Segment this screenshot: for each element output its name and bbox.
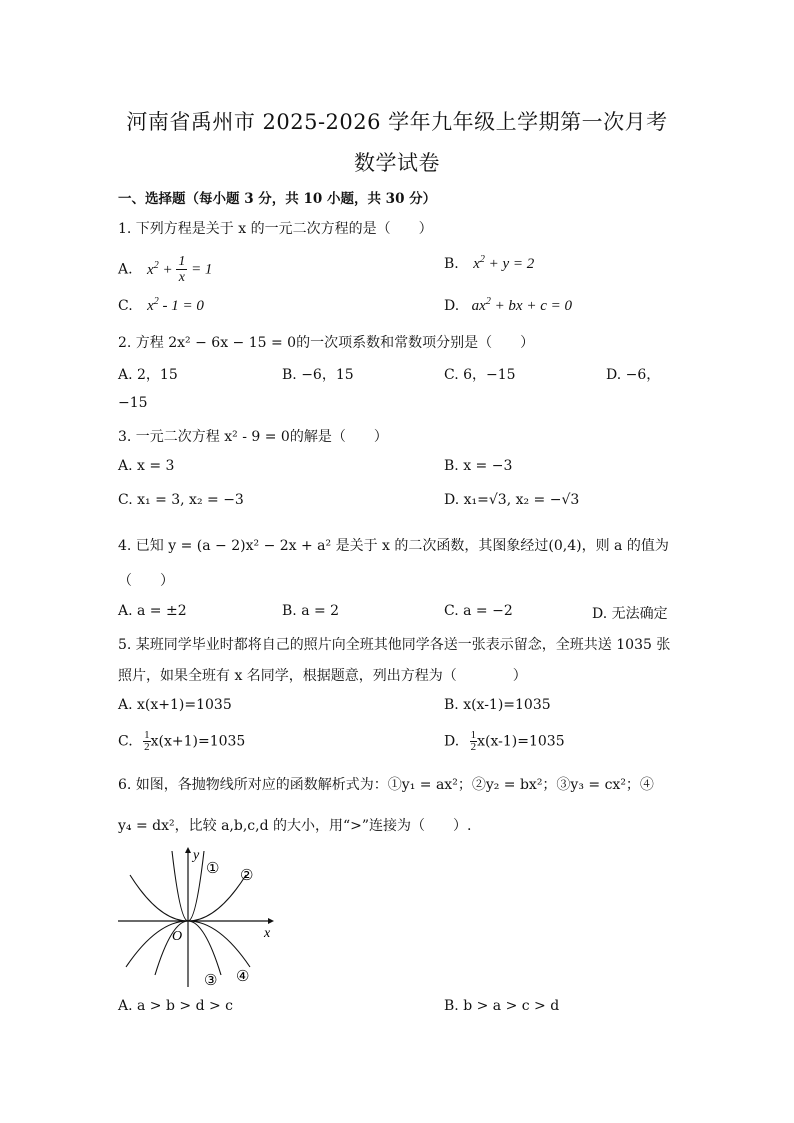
q1-option-a: A. $x^2$ + $\frac{1}{x}$ = 1: [118, 254, 213, 285]
y-axis-arrow: [185, 847, 191, 853]
q6-option-b: B. b > a > c > d: [444, 998, 560, 1014]
q5-stem-cont: 照片，如果全班有 x 名同学，根据题意，列出方程为（ ）: [118, 668, 527, 684]
q5-stem: 5. 某班同学毕业时都将自己的照片向全班其他同学各送一张表示留念，全班共送 1035 张: [118, 637, 671, 653]
q1-a-fraction: $\frac{1}{x}$: [178, 254, 186, 285]
q5-d-label: D.: [444, 733, 460, 750]
q1-stem: 1. 下列方程是关于 x 的一元二次方程的是（ ）: [118, 221, 433, 237]
q5-d-expr: x(x-1)=1035: [477, 733, 565, 750]
q5-option-c: [118, 730, 245, 753]
q2-option-d-cont: −15: [118, 395, 148, 411]
x-axis-arrow: [268, 918, 274, 924]
q3-option-a: A. x = 3: [118, 458, 175, 474]
q5-option-d: [444, 730, 565, 753]
q1-a-label: A.: [118, 261, 133, 278]
q6-stem: 6. 如图，各抛物线所对应的函数解析式为：①y₁ = ax²；②y₂ = bx²；③y₃ = cx²；④: [118, 777, 654, 793]
q5-option-a: A. x(x+1)=1035: [118, 697, 232, 713]
q1-option-c: C. $x^2 - 1 = 0$: [118, 296, 204, 314]
q1-option-b: B. $x^2 + y = 2$: [444, 254, 535, 272]
q5-option-b: B. x(x-1)=1035: [444, 697, 551, 713]
q1-option-d: D. $ax^2$ + bx + c = 0: [444, 296, 572, 314]
q3-option-b: B. x = −3: [444, 458, 513, 474]
q1-b-label: B.: [444, 256, 459, 272]
q3-stem: 3. 一元二次方程 x² - 9 = 0的解是（ ）: [118, 429, 388, 445]
q2-option-d: D. −6，: [606, 367, 661, 383]
q1-c-label: C.: [118, 298, 133, 314]
q3-option-d: D. x₁=√3, x₂ = −√3: [444, 492, 580, 508]
page-subtitle: 数学试卷: [354, 151, 440, 175]
q5-d-half: $\frac{1}{2}$: [470, 729, 477, 753]
q4-stem-cont: （ ）: [118, 573, 174, 589]
page-title: 河南省禹州市 2025-2026 学年九年级上学期第一次月考: [126, 110, 668, 134]
parabola-2-label: ②: [240, 866, 254, 884]
parabola-1-label: ①: [206, 859, 220, 877]
q2-option-b: B. −6，15: [282, 367, 354, 383]
y-axis-label: y: [193, 848, 200, 863]
origin-label: O: [172, 929, 183, 944]
parabola-figure: [118, 845, 288, 990]
q2-stem: 2. 方程 2x² − 6x − 15 = 0的一次项系数和常数项分别是（ ）: [118, 335, 535, 351]
q4-stem: 4. 已知 y = (a − 2)x² − 2x + a² 是关于 x 的二次函数，其图象经过(0,4)，则 a 的值为: [118, 538, 669, 554]
q4-option-b: B. a = 2: [282, 603, 340, 619]
q4-option-d: D. 无法确定: [592, 606, 668, 622]
q6-option-a: A. a > b > d > c: [118, 998, 234, 1014]
q5-c-expr: x(x+1)=1035: [150, 733, 246, 750]
parabola-3-label: ③: [204, 971, 218, 989]
q1-d-label: D.: [444, 298, 460, 314]
q4-option-c: C. a = −2: [444, 603, 513, 619]
q3-option-c: C. x₁ = 3, x₂ = −3: [118, 492, 244, 508]
q5-c-half: $\frac{1}{2}$: [144, 729, 150, 753]
q2-option-a: A. 2，15: [118, 367, 178, 383]
x-axis-label: x: [264, 926, 271, 941]
parabola-4-label: ④: [236, 967, 250, 985]
q4-option-a: A. a = ±2: [118, 603, 187, 619]
q5-c-label: C.: [118, 733, 133, 750]
q2-option-c: C. 6，−15: [444, 367, 516, 383]
q6-stem-cont: y₄ = dx²，比较 a,b,c,d 的大小，用“>”连接为（ ）.: [118, 818, 472, 834]
section-heading: 一、选择题（每小题 3 分，共 10 小题，共 30 分）: [118, 191, 437, 207]
